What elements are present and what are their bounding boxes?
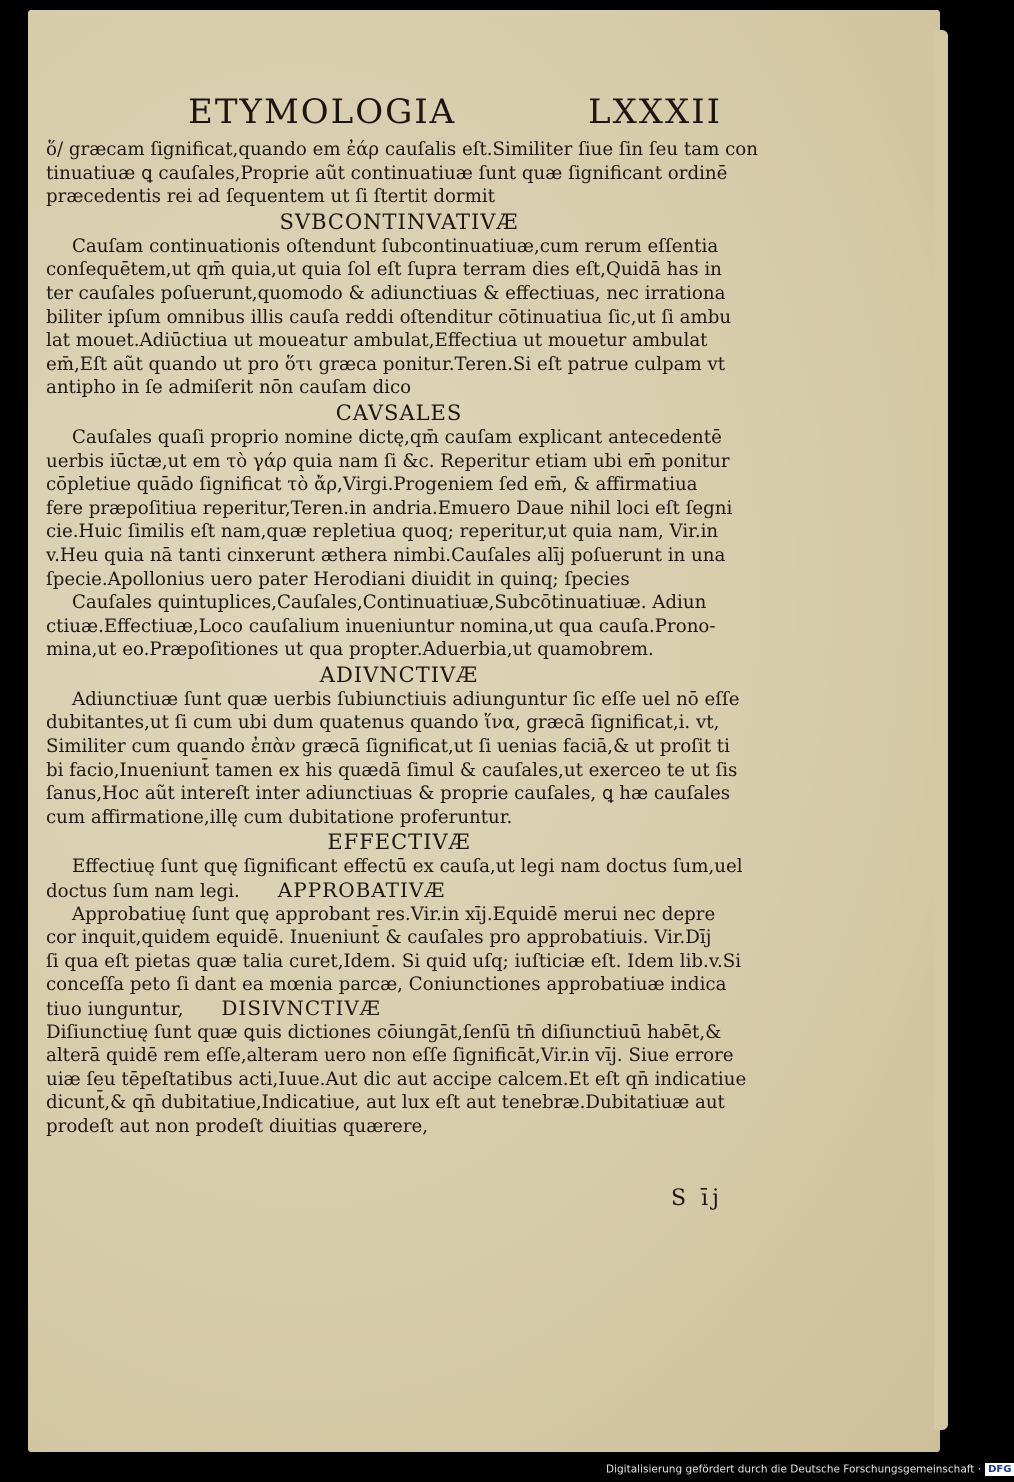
text-line: Cauſam continuationis oſtendunt ſubcontinuatiuæ,cum rerum eſſentia xyxy=(72,235,719,257)
text-line: Diſiunctiuę ſunt quæ ꝗuis dictiones cōiungāt,ſenſū tn̄ diſiunctiuū habēt,& xyxy=(46,1021,722,1043)
text-line: fere præpoſitiua reperitur,Teren.in andria.Emuero Daue nihil loci eſt ſegni xyxy=(46,497,733,519)
section-heading: CAVSALES xyxy=(335,400,463,425)
text-line: ὅ/ græcam ſignificat,quando em ἐάρ cauſalis eſt.Similiter ſiue ſin ſeu tam con xyxy=(46,139,758,160)
running-title: ETYMOLOGIA xyxy=(188,92,457,132)
text-line: v.Heu quia nā tanti cinxerunt æthera nimbi.Cauſales alīj poſuerunt in una xyxy=(46,544,726,566)
line-text: tiuo iunguntur, xyxy=(46,999,184,1020)
text-line: alterā quidē rem eſſe,alteram uero non eſſe ſignificāt,Vir.in vīj. Siue errore xyxy=(46,1045,734,1067)
digitization-credit xyxy=(606,1463,1014,1479)
book-page xyxy=(28,10,940,1452)
text-line: conceſſa peto ſi dant ea mœnia parcæ, Coniunctiones approbatiuæ indica xyxy=(46,974,727,996)
folio-number: LXXXII xyxy=(588,92,723,132)
section-heading: SVBCONTINVATIVÆ xyxy=(279,209,519,234)
section-heading: DISIVNCTIVÆ xyxy=(221,996,381,1020)
text-line: mina,ut eo.Præpoſitiones ut qua propter.Aduerbia,ut quamobrem. xyxy=(46,639,654,661)
section-heading: EFFECTIVÆ xyxy=(327,830,471,855)
credit-text: Digitalisierung gefördert durch die Deutsche Forschungsgemeinschaft · xyxy=(606,1463,982,1476)
text-line: Cauſales quaſi proprio nomine dictę,qm̄ cauſam explicant antecedentē xyxy=(72,426,722,448)
text-line: dubitantes,ut ſi cum ubi dum quatenus quando ἵνα, græcā ſignificat,i. vt, xyxy=(46,712,720,734)
text-line: Adiunctiuæ ſunt quæ uerbis ſubiunctiuis adiunguntur ſic eſſe uel nō eſſe xyxy=(72,688,740,710)
text-line: ſanus,Hoc aũt intereſt inter adiunctiuas & proprie cauſales, ꝗ hæ cauſales xyxy=(46,783,731,805)
text-line: conſequētem,ut qm̄ quia,ut quia ſol eſt ſupra terram dies eſt,Quidā has in xyxy=(46,259,722,281)
page-header xyxy=(28,92,940,136)
line-text: doctus ſum nam legi. xyxy=(46,881,240,903)
section-heading: ADIVNCTIVÆ xyxy=(319,662,479,687)
text-line: bi facio,Inueniunt̄ tamen ex his quædā ſimul & cauſales,ut exerceo te ut ſis xyxy=(46,759,738,781)
text-line: cor inquit,quidem equidē. Inueniunt̄ & cauſales pro approbatiuis. Vir.Dīj xyxy=(46,927,712,949)
text-line: Similiter cum quando ἐπὰν græcā ſignificat,ut ſi uenias faciā,& ut proſit ti xyxy=(46,736,730,758)
text-line xyxy=(46,997,752,1021)
text-line: Cauſales quintuplices,Cauſales,Continuatiuæ,Subcōtinuatiuæ. Adiun xyxy=(72,592,707,614)
text-line: cum affirmatione,illę cum dubitatione proferuntur. xyxy=(46,806,513,828)
text-line xyxy=(46,879,752,903)
text-line: uerbis iūctæ,ut em τὸ γάρ quia nam ſi &c. Reperitur etiam ubi em̄ ponitur xyxy=(46,450,730,472)
text-line: dicunt̄,& qn̄ dubitatiue,Indicatiue, aut lux eſt aut tenebræ.Dubitatiuæ aut xyxy=(46,1092,725,1114)
text-line: ter cauſales poſuerunt,quomodo & adiunctiuas & effectiuas, nec irrationa xyxy=(46,282,726,304)
text-line: uiæ ſeu tēpeſtatibus acti,Iuue.Aut dic aut accipe calcem.Et eſt qn̄ indicatiue xyxy=(46,1068,747,1090)
text-line: em̄,Eſt aũt quando ut pro ὅτι græca ponitur.Teren.Si eſt patrue culpam vt xyxy=(46,353,726,375)
text-line: lat mouet.Adiūctiua ut moueatur ambulat,Effectiua ut mouetur ambulat xyxy=(46,330,708,352)
text-line: cie.Huic ſimilis eſt nam,quæ repletiua quoq; reperitur,ut quia nam, Vir.in xyxy=(46,521,719,543)
section-heading: APPROBATIVÆ xyxy=(277,878,446,903)
text-line: ſi qua eſt pietas quæ talia curet,Idem. Si quid uſq; iuſticiæ eſt. Idem lib.v.Si xyxy=(46,950,742,972)
text-line: prodeſt aut non prodeſt diuitias quærere, xyxy=(46,1115,429,1137)
text-line: Approbatiuę ſunt quę approbant res.Vir.in xīj.Equidē merui nec depre xyxy=(72,903,716,925)
text-line: tinuatiuæ ꝗ cauſales,Proprie aũt continuatiuæ ſunt quæ ſignificant ordinē xyxy=(46,162,728,184)
text-line: antipho in ſe admiſerit nōn cauſam dico xyxy=(46,377,412,399)
text-line: cōpletiue quādo ſignificat τὸ ἄρ,Virgi.Progeniem ſed em̄, & affirmatiua xyxy=(46,474,698,496)
body-text xyxy=(46,138,758,1139)
signature-mark: S īj xyxy=(671,1186,723,1211)
text-line: ſpecie.Apollonius uero pater Herodiani diuidit in quinq; ſpecies xyxy=(46,568,630,590)
dfg-logo-icon: DFG xyxy=(985,1463,1014,1476)
text-line: Effectiuę ſunt quę ſignificant effectū ex cauſa,ut legi nam doctus ſum,uel xyxy=(72,856,743,878)
text-line: ctiuæ.Effectiuæ,Loco cauſalium inueniuntur nomina,ut qua cauſa.Prono- xyxy=(46,615,716,637)
text-line: biliter ipſum omnibus illis cauſa reddi oſtenditur cōtinuatiua ſic,ut ſi ambu xyxy=(46,306,732,328)
text-line: præcedentis rei ad ſequentem ut ſi ſtertit dormit xyxy=(46,186,495,208)
